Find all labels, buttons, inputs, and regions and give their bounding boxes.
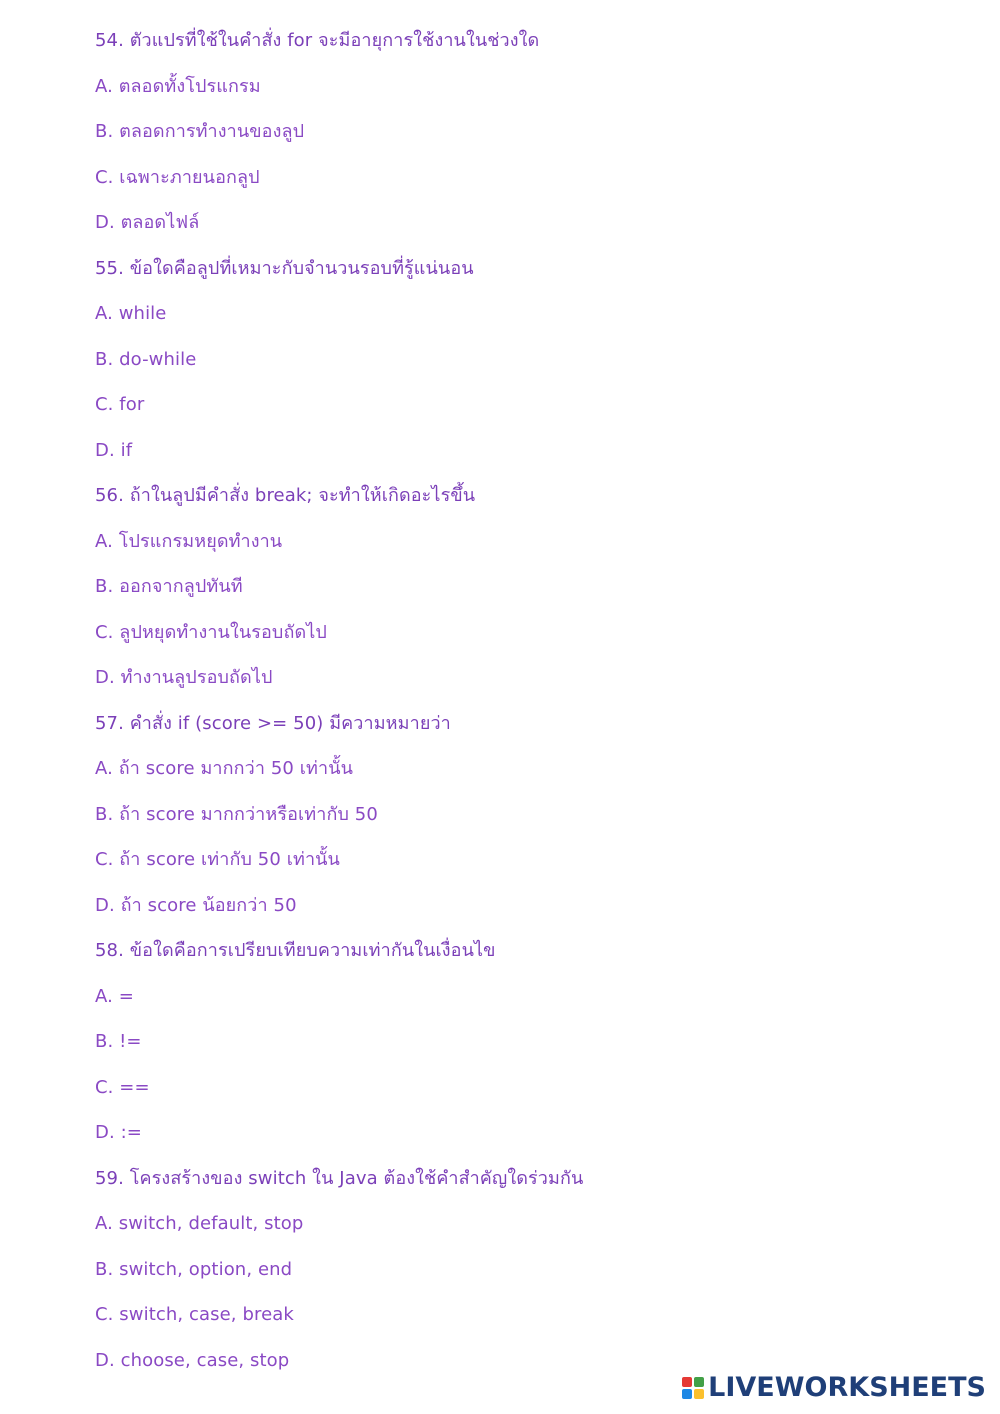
answer-option: A. ตลอดทั้งโปรแกรม <box>95 75 261 97</box>
logo-square-blue <box>682 1389 692 1399</box>
logo-square-yellow <box>694 1389 704 1399</box>
answer-option: A. ถ้า score มากกว่า 50 เท่านั้น <box>95 758 354 779</box>
answer-option: D. ถ้า score น้อยกว่า 50 <box>95 894 297 916</box>
answer-option: A. switch, default, stop <box>95 1213 304 1234</box>
question-text: 56. ถ้าในลูปมีคำสั่ง break; จะทำให้เกิดอะไรขึ้น <box>95 485 476 506</box>
answer-option: D. ทำงานลูปรอบถัดไป <box>95 667 273 688</box>
answer-option: C. for <box>95 394 145 415</box>
question-text: 57. คำสั่ง if (score >= 50) มีความหมายว่า <box>95 712 451 734</box>
answer-option: D. := <box>95 1122 142 1143</box>
answer-option: C. ลูปหยุดทำงานในรอบถัดไป <box>95 621 327 643</box>
worksheet-content <box>95 24 955 1389</box>
answer-option: B. do-while <box>95 348 197 370</box>
answer-option: A. โปรแกรมหยุดทำงาน <box>95 530 283 552</box>
question-text: 54. ตัวแปรที่ใช้ในคำสั่ง for จะมีอายุการใช้งานในช่วงใด <box>95 30 540 51</box>
answer-option: D. if <box>95 439 133 461</box>
answer-option: B. ตลอดการทำงานของลูป <box>95 121 305 142</box>
logo-square-red <box>682 1377 692 1387</box>
answer-option: D. ตลอดไฟล์ <box>95 212 200 233</box>
answer-option: C. == <box>95 1076 150 1098</box>
liveworksheets-logo-icon <box>682 1377 704 1399</box>
answer-option: C. ถ้า score เท่ากับ 50 เท่านั้น <box>95 849 340 870</box>
logo-square-green <box>694 1377 704 1387</box>
answer-option: A. = <box>95 985 134 1007</box>
answer-option: B. ออกจากลูปทันที <box>95 576 243 597</box>
question-text: 55. ข้อใดคือลูปที่เหมาะกับจำนวนรอบที่รู้แน่นอน <box>95 257 474 279</box>
answer-option: B. ถ้า score มากกว่าหรือเท่ากับ 50 <box>95 803 378 825</box>
answer-option: C. switch, case, break <box>95 1304 294 1325</box>
answer-option: C. เฉพาะภายนอกลูป <box>95 166 260 188</box>
answer-option: B. != <box>95 1031 142 1052</box>
liveworksheets-branding <box>682 1372 986 1404</box>
answer-option: B. switch, option, end <box>95 1258 293 1280</box>
question-text: 59. โครงสร้างของ switch ใน Java ต้องใช้คำสำคัญใดร่วมกัน <box>95 1167 584 1189</box>
question-list <box>95 24 955 1389</box>
answer-option: D. choose, case, stop <box>95 1349 290 1371</box>
answer-option: A. while <box>95 303 167 324</box>
question-text: 58. ข้อใดคือการเปรียบเทียบความเท่ากันในเงื่อนไข <box>95 940 496 961</box>
liveworksheets-wordmark: LIVEWORKSHEETS <box>708 1372 986 1403</box>
